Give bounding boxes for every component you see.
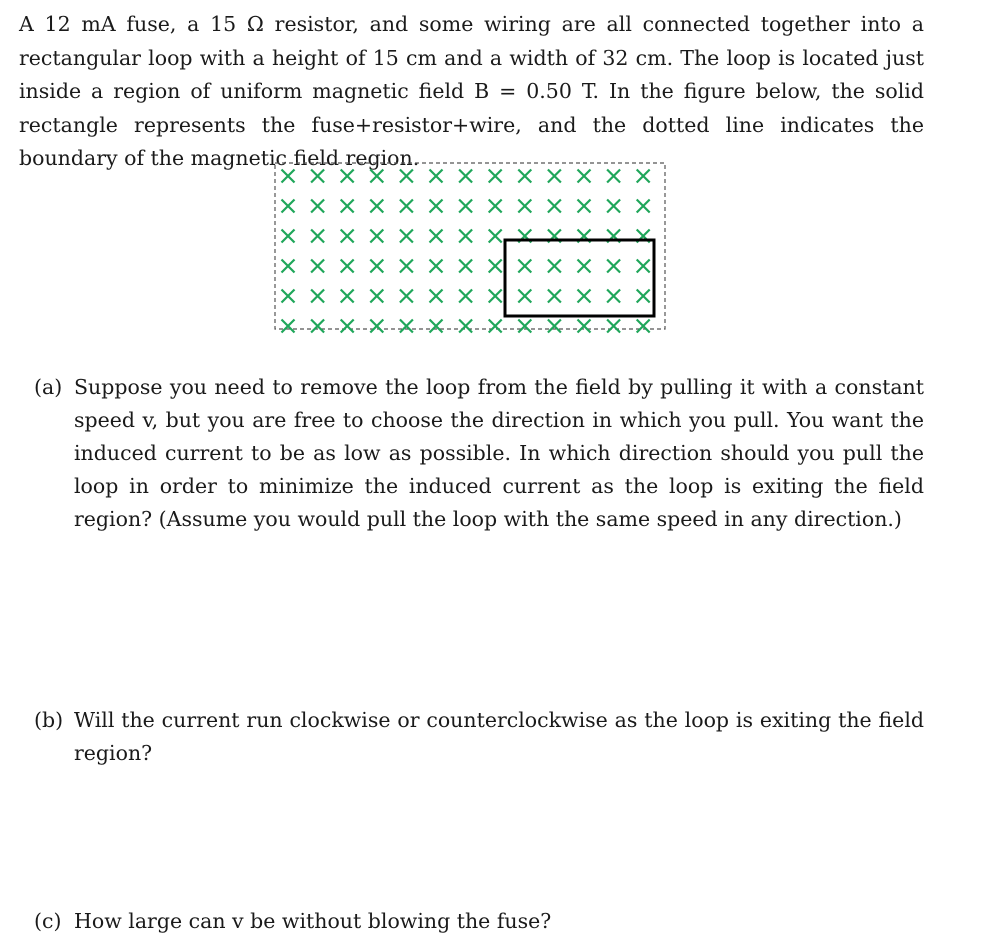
question-c-label: (c) — [34, 909, 62, 933]
field-x-mark — [578, 170, 591, 183]
field-x-mark — [430, 260, 443, 273]
field-x-mark — [341, 320, 354, 333]
field-x-mark — [459, 290, 472, 303]
field-x-mark — [282, 170, 295, 183]
field-x-mark — [341, 290, 354, 303]
field-x-mark — [518, 200, 531, 213]
field-x-mark — [607, 320, 620, 333]
field-x-mark — [400, 230, 413, 243]
field-x-mark — [459, 260, 472, 273]
field-x-mark — [430, 230, 443, 243]
field-x-mark — [341, 230, 354, 243]
field-x-mark — [489, 290, 502, 303]
field-x-mark — [341, 170, 354, 183]
field-x-mark — [637, 320, 650, 333]
field-x-mark — [518, 260, 531, 273]
field-x-mark — [311, 290, 324, 303]
field-x-mark — [370, 290, 383, 303]
field-x-mark — [548, 260, 561, 273]
field-x-mark — [341, 260, 354, 273]
field-x-mark — [578, 260, 591, 273]
field-x-mark — [311, 200, 324, 213]
question-c-text: How large can v be without blowing the fuse? — [74, 909, 552, 933]
field-x-mark — [459, 320, 472, 333]
field-x-mark — [459, 230, 472, 243]
field-x-mark — [548, 320, 561, 333]
field-x-mark — [489, 200, 502, 213]
field-x-mark — [400, 290, 413, 303]
field-x-mark — [430, 290, 443, 303]
field-x-mark — [489, 320, 502, 333]
field-x-mark — [311, 260, 324, 273]
question-b-text: Will the current run clockwise or counterclockwise as the loop is exiting the field region? — [74, 708, 924, 765]
magnetic-field-figure — [270, 158, 670, 338]
field-x-mark — [370, 260, 383, 273]
field-x-mark — [518, 320, 531, 333]
field-x-mark — [459, 170, 472, 183]
field-x-mark — [489, 260, 502, 273]
field-x-mark — [637, 260, 650, 273]
field-x-mark — [607, 170, 620, 183]
question-a-text: Suppose you need to remove the loop from the field by pulling it with a constant speed v, but you are free to choose the direction in which you pull. You want the induced current to be as low as possible. In which direction should you pull the loop in order to minimize the induced current as the loop is exiting the field region? (Assume you would pull the loop with the same speed in any direction.) — [74, 375, 924, 531]
field-x-mark — [637, 290, 650, 303]
field-x-mark — [400, 320, 413, 333]
field-x-mark — [489, 230, 502, 243]
field-x-mark — [370, 200, 383, 213]
field-x-mark — [400, 260, 413, 273]
field-x-mark — [430, 200, 443, 213]
question-c — [34, 905, 924, 938]
field-x-mark — [459, 200, 472, 213]
field-x-mark — [282, 320, 295, 333]
field-x-mark — [341, 200, 354, 213]
field-x-mark — [400, 200, 413, 213]
field-x-mark — [370, 170, 383, 183]
field-marks — [282, 170, 650, 333]
field-x-mark — [282, 200, 295, 213]
field-x-mark — [548, 170, 561, 183]
field-x-mark — [311, 230, 324, 243]
field-x-mark — [400, 170, 413, 183]
field-x-mark — [311, 320, 324, 333]
field-x-mark — [637, 200, 650, 213]
field-x-mark — [637, 170, 650, 183]
field-x-mark — [370, 230, 383, 243]
field-x-mark — [430, 320, 443, 333]
field-x-mark — [282, 290, 295, 303]
field-x-mark — [518, 290, 531, 303]
problem-statement: A 12 mA fuse, a 15 Ω resistor, and some wiring are all connected together into a rectangular loop with a height of 15 cm and a width of 32 cm. The loop is located just inside a region of uniform magnetic field B = 0.50 T. In the figure below, the solid rectangle represents the fuse+resistor+wire, and the dotted line indicates the boundary of the magnetic field region. — [19, 12, 924, 170]
field-x-mark — [578, 320, 591, 333]
field-x-mark — [311, 170, 324, 183]
field-boundary — [275, 163, 665, 329]
question-a — [34, 371, 924, 536]
field-x-mark — [282, 260, 295, 273]
field-x-mark — [607, 260, 620, 273]
field-x-mark — [578, 290, 591, 303]
question-b-label: (b) — [34, 708, 64, 732]
field-x-mark — [518, 170, 531, 183]
wire-loop — [505, 240, 654, 316]
question-a-label: (a) — [34, 375, 63, 399]
field-x-mark — [548, 200, 561, 213]
question-b — [34, 704, 924, 770]
field-x-mark — [607, 200, 620, 213]
field-x-mark — [489, 170, 502, 183]
field-x-mark — [548, 290, 561, 303]
field-x-mark — [578, 200, 591, 213]
field-x-mark — [607, 290, 620, 303]
field-x-mark — [282, 230, 295, 243]
field-x-mark — [430, 170, 443, 183]
field-x-mark — [370, 320, 383, 333]
